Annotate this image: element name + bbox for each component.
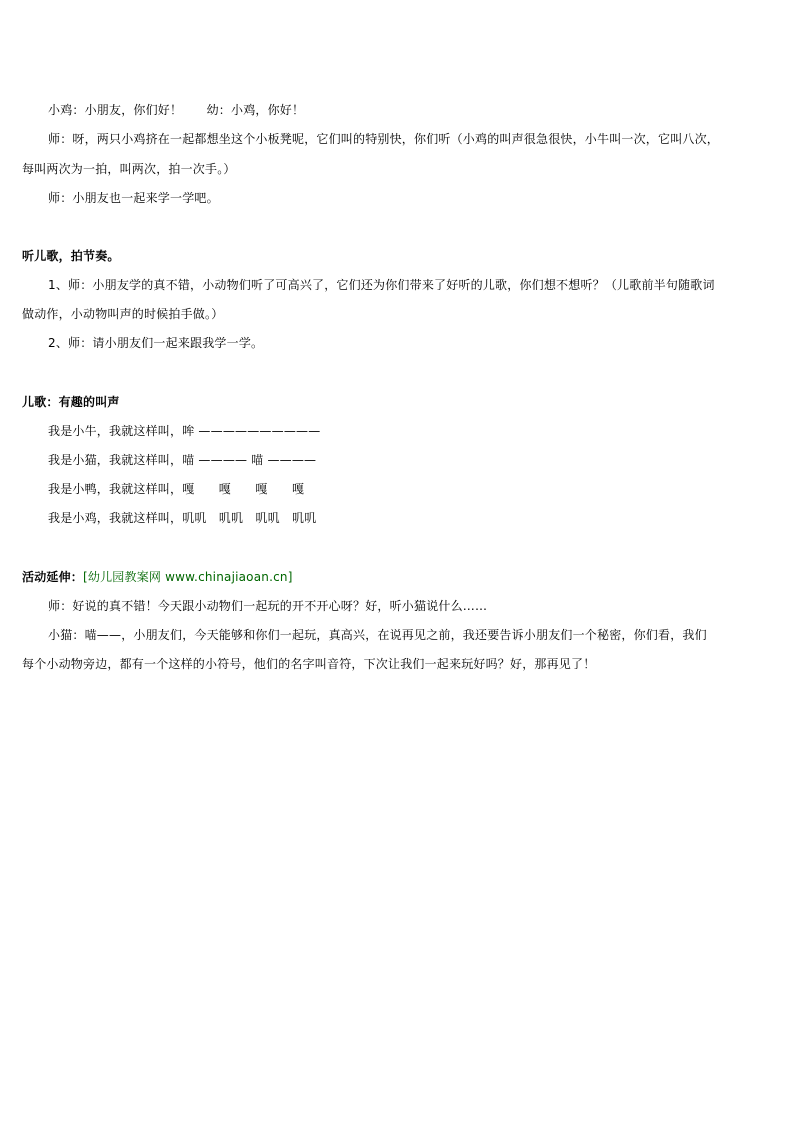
song-line-cat: 我是小猫，我就这样叫，喵 ———— 喵 ————: [48, 453, 317, 467]
song-line-chick: 我是小鸡，我就这样叫，叽叽 叽叽 叽叽 叽叽: [48, 511, 317, 525]
step-2-line: 2、师：请小朋友们一起来跟我学一学。: [48, 336, 264, 350]
section-heading-extension: 活动延伸：: [22, 570, 84, 584]
step-1-line-2: 做动作，小动物叫声的时候拍手做。）: [22, 307, 224, 321]
step-1-line-1: 1、师：小朋友学的真不错，小动物们听了可高兴了，它们还为你们带来了好听的儿歌，你们想不想听？（儿歌前半句随歌词: [48, 278, 715, 292]
section-heading-song: 儿歌：有趣的叫声: [22, 395, 120, 409]
website-link[interactable]: [幼儿园教案网 www.chinajiaoan.cn]: [83, 570, 293, 584]
teacher-invite-line: 师：小朋友也一起来学一学吧。: [48, 191, 219, 205]
cat-closing-line-2: 每个小动物旁边，都有一个这样的小符号，他们的名字叫音符，下次让我们一起来玩好吗？好，那再见了！: [22, 657, 596, 671]
chick-dialogue: 小鸡：小朋友，你们好！ 幼：小鸡，你好！: [48, 103, 305, 117]
teacher-paragraph-line-1: 师：呀，两只小鸡挤在一起都想坐这个小板凳呢，它们叫的特别快，你们听（小鸡的叫声很急很快，小牛叫一次，它叫八次，: [48, 132, 720, 146]
cat-closing-line-1: 小猫：喵——，小朋友们，今天能够和你们一起玩，真高兴，在说再见之前，我还要告诉小朋友们一个秘密，你们看，我们: [48, 628, 707, 642]
section-heading-listen: 听儿歌，拍节奏。: [22, 249, 120, 263]
teacher-closing-line: 师：好说的真不错！今天跟小动物们一起玩的开不开心呀？好，听小猫说什么……: [48, 599, 488, 613]
section-heading-extension-row: [22, 569, 293, 585]
song-line-duck: 我是小鸭，我就这样叫，嘎 嘎 嘎 嘎: [48, 482, 305, 496]
song-line-cow: 我是小牛，我就这样叫，哞 ——————————: [48, 424, 321, 438]
teacher-paragraph-line-2: 每叫两次为一拍，叫两次，拍一次手。）: [22, 162, 236, 176]
